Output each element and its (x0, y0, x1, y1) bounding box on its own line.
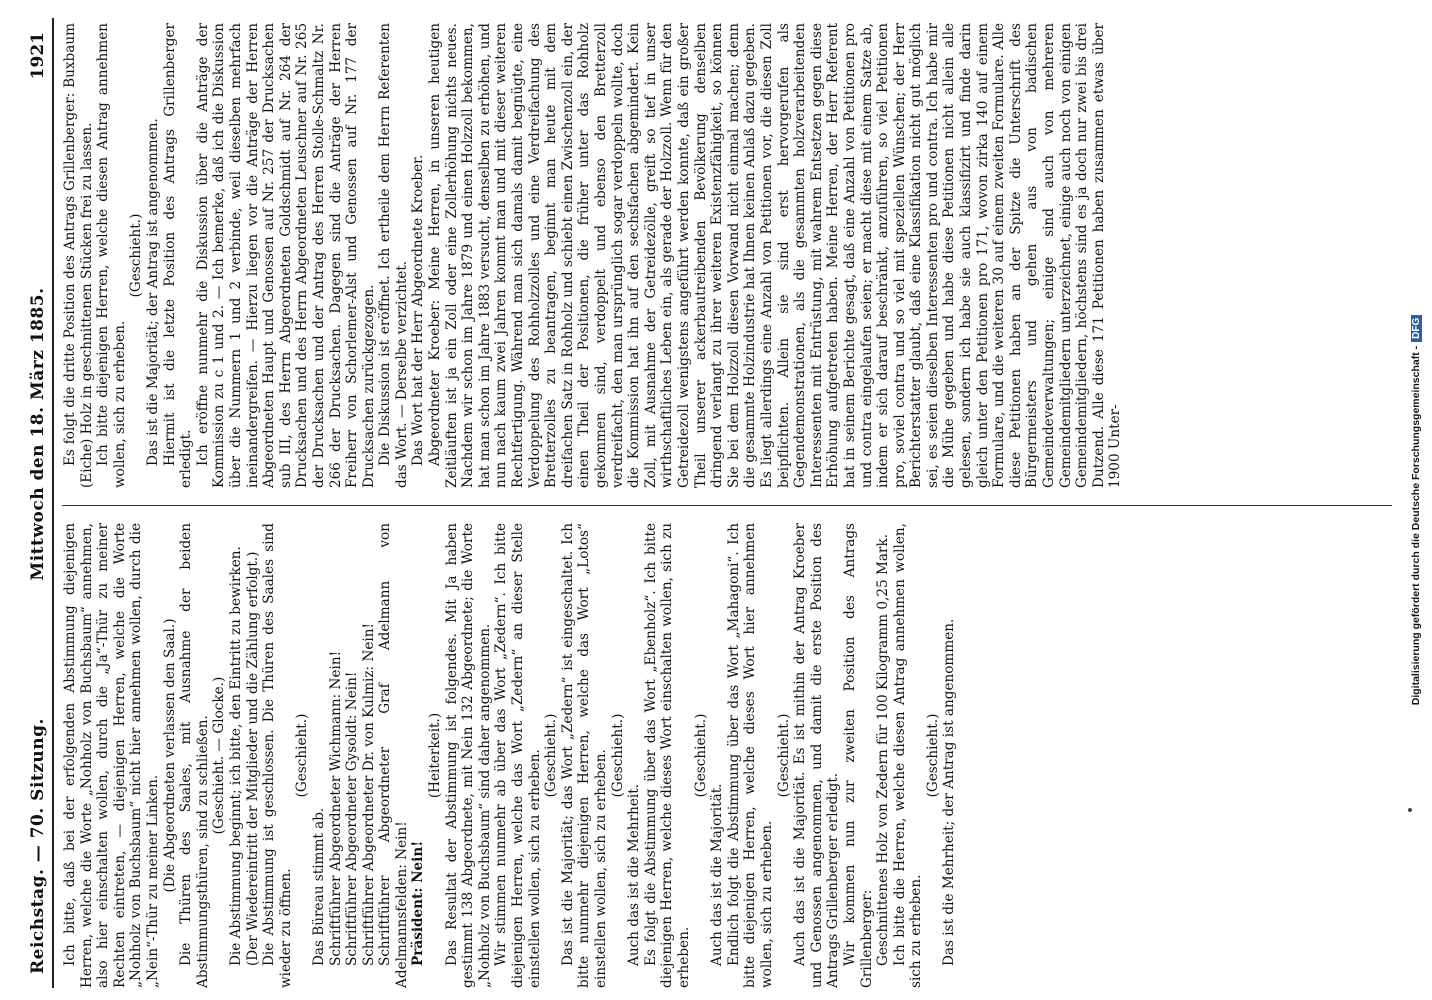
right-column-paragraph: Das Wort hat der Herr Abgeordnete Kroeber. (410, 154, 427, 466)
left-column-paragraph: Endlich folgt die Abstimmung über das Wort „Mahagoni“. Ich bitte diejenigen Herren, welche dieses Wort hier annehmen wollen, sich zu erheben. (725, 523, 775, 988)
column-divider (62, 505, 1392, 506)
right-column-paragraph: Ich bitte diejenigen Herren, welche diesen Antrag annehmen wollen, sich zu erheben. (95, 23, 128, 488)
left-column-paragraph: Schriftführer Abgeordneter Gysoldt: Nein! (344, 671, 361, 966)
dfg-credit (1410, 70, 1424, 950)
left-column-paragraph: Geschnittenes Holz von Zedern für 100 Kilogramm 0,25 Mark. (875, 533, 892, 966)
left-column-paragraph: Es folgt die Abstimmung über das Wort „Ebenholz“. Ich bitte diejenigen Herren, welche dieses Wort einschalten wollen, sich zu erheben. (642, 523, 692, 988)
left-column-paragraph: (Heiterkeit.) (427, 712, 444, 799)
left-column-paragraph: Das ist die Mehrheit; der Antrag ist angenommen. (941, 618, 958, 966)
dfg-sidebar (1404, 70, 1430, 950)
left-column-paragraph: (Geschieht.) (543, 713, 560, 798)
page-header (22, 18, 54, 988)
header-left: Reichstag. — 70. Sitzung. (28, 718, 48, 974)
left-column-paragraph: Das ist die Majorität; das Wort „Zedern“ ist eingeschaltet. Ich bitte nunmehr diejenigen Herren, welche das Wort „Lotos“ einstellen wollen, sich zu erheben. (559, 523, 609, 988)
right-column-paragraph: Ich eröffne nunmehr die Diskussion über die Anträge der Kommission zu c 1 und 2. — Ich bemerke, daß ich die Diskussion über die Nummern 1 und 2 verbinde, weil dieselben mehrfach ineinandergreifen. — Hierzu liegen vor die Anträge der Herren Abgeordneten Haupt und Genossen auf Nr. 257 der Drucksachen sub III, des Herrn Abgeordneten Goldschmidt auf Nr. 264 der Drucksachen und des Herrn Abgeordneten Leuschner auf Nr. 265 der Drucksachen und der Antrag des Herren Stolle-Schmaltz Nr. 266 der Drucksachen. Dagegen sind die Anträge der Herren Freiherr von Schorlemer-Alst und Genossen auf Nr. 177 der Drucksachen zurückgezogen. (194, 23, 377, 488)
left-column-paragraph: (Der Wiedereintritt der Mitglieder und die Zählung erfolgt.) (244, 551, 261, 966)
right-column (62, 23, 1392, 488)
left-column-paragraph: Wir stimmen nunmehr ab über das Wort „Zedern“. Ich bitte diejenigen Herren, welche das Wort „Zedern“ an dieser Stelle einstellen wollen, sich zu erheben. (493, 523, 543, 988)
left-column-paragraph: (Geschieht.) (294, 713, 311, 798)
left-column (62, 523, 1392, 988)
left-column-paragraph: (Die Abgeordneten verlassen den Saal.) (161, 618, 178, 893)
left-column-paragraph: (Geschieht. — Glocke.) (211, 676, 228, 835)
right-column-paragraph: Die Diskussion ist eröffnet. Ich ertheile dem Herrn Referenten das Wort. — Derselbe verzichtet. (377, 23, 410, 488)
left-column-paragraph: Schriftführer Abgeordneter Wichmann: Nein! (327, 650, 344, 966)
right-column-paragraph: Hiermit ist die letzte Position des Antrags Grillenberger erledigt. (161, 23, 195, 488)
left-column-paragraph: Schriftführer Abgeordneter Dr. von Kulmiz: Nein! (360, 623, 377, 966)
left-column-paragraph: Das Resultat der Abstimmung ist folgendes. Mit Ja haben gestimmt 138 Abgeordnete, mit Nein 132 Abgeordnete; die Worte „Nohholz von Buchsbaum“ sind daher angenommen. (443, 523, 493, 988)
left-column-paragraph: Auch das ist die Majorität. (709, 783, 726, 966)
dfg-logo: DFG (1411, 315, 1422, 342)
left-column-paragraph: Auch das ist die Majorität. Es ist mithin der Antrag Kroeber und Genossen angenommen, und damit die erste Position des Antrags Grillenberger erledigt. (792, 523, 842, 988)
left-column-paragraph: Die Abstimmung beginnt; ich bitte, den Eintritt zu bewirken. (227, 546, 244, 966)
left-column-paragraph: Die Abstimmung ist geschlossen. Die Thüren des Saales sind wieder zu öffnen. (261, 523, 294, 988)
left-column-paragraph: Auch das ist die Mehrheit. (626, 783, 643, 966)
left-column-paragraph: (Geschieht.) (775, 713, 792, 798)
left-column-paragraph: (Geschieht.) (924, 713, 941, 798)
dfg-credit-text: Digitalisierung gefördert durch die Deutsche Forschungsgemeinschaft - (1410, 345, 1422, 706)
scan-speck (1408, 808, 1412, 812)
left-column-paragraph: (Geschieht.) (692, 713, 709, 798)
left-column-paragraph: Präsident: Nein! (410, 840, 427, 966)
page-inner (22, 18, 1402, 988)
left-column-paragraph: Schriftführer Abgeordneter Graf Adelmann von Adelmannsfelden: Nein! (377, 523, 410, 988)
left-column-paragraph: (Geschieht.) (609, 713, 626, 798)
left-column-paragraph: Die Thüren des Saales, mit Ausnahme der beiden Abstimmungsthüren, sind zu schließen. (178, 523, 211, 988)
left-column-paragraph: Das Büreau stimmt ab. (310, 807, 327, 966)
left-column-paragraph: Ich bitte, daß bei der erfolgenden Abstimmung diejenigen Herren, welche die Worte „Nohholz von Buchsbaum“ annehmen, also hier einschalten wollen, durch die „Ja“-Thür zu meiner Rechten eintreten, — diejenigen Herren, welche die Worte „Nohholz von Buchsbaum“ nicht hier annehmen wollen, durch die „Nein“-Thür zu meiner Linken. (62, 523, 161, 988)
left-column-paragraph: Wir kommen nun zur zweiten Position des Antrags Grillenberger: (841, 523, 875, 988)
page-number: 1921 (28, 32, 48, 80)
right-column-paragraph: Das ist die Majorität; der Antrag ist angenommen. (144, 118, 161, 466)
right-column-paragraph: Abgeordneter Kroeber: Meine Herren, in unseren heutigen Zeitläuften ist ja ein Zoll oder eine Zollerhöhung nichts neues. Nachdem wir schon im Jahre 1879 und einen Holzzoll bekommen, hat man schon im Jahre 1883 versucht, denselben zu erhöhen, und nun nach kaum zwei Jahren kommt man und mit dieser weiteren Rechtfertigung. Während man sich damals damit begnügte, eine Verdoppelung des Rohholzzolles und eine Verdreifachung des Bretterzolles zu beantragen, beginnt man heute mit dem dreifachen Satz in Rohholz und schiebt einen Zwischenzoll ein, der einen Theil der Positionen, die früher unter das Rohholz gekommen sind, verdoppelt und ebenso den Bretterzoll verdreifacht, den man ursprünglich sogar verdoppeln wollte, doch die Kommission hat ihn auf den sechsfachen abgemindert. Kein Zoll, mit Ausnahme der Getreidezölle, greift so tief in unser wirthschaftliches Leben ein, als gerade der Holzzoll. Wenn für den Getreidezoll wenigstens angeführt werden konnte, daß ein großer Theil unserer ackerbautreibenden Bevölkerung denselben dringend verlangt zu ihrer weiteren Existenzfähigkeit, so können Sie bei dem Holzzoll diesen Vorwand nicht einmal machen; denn die gesammte Holzindustrie hat Ihnen keinen Anlaß dazu gegeben. Es liegt allerdings eine Anzahl von Petitionen vor, die diesen Zoll beipflichten. Allein sie sind erst hervorgerufen als Gegendemonstrationen, als die gesammten holzverarbeitenden Interessenten mit Entrüstung, mit wahrem Entsetzen gegen diese Erhöhung aufgetreten haben. Meine Herren, der Herr Referent hat in seinem Berichte gesagt, daß eine Anzahl von Petitionen pro und contra eingelaufen seien; er macht diese mit einem Satze ab, indem er sich darauf beschränkt, anzuführen, so viel Petitionen pro, soviel contra und so viel mit speziellen Wünschen; der Herr Berichterstatter glaubt, daß eine Klassifikation nicht gut möglich sei, es seien dieselben Interessenten pro und contra. Ich habe mir die Mühe gegeben und habe diese Petitionen nicht allein alle gelesen, sondern ich habe sie auch klassifizirt und finde darin gleich unter den Petitionen pro 171, wovon zirka 140 auf einem Formulare, und die weiteren 30 auf einem zweiten Formulare. Alle diese Petitionen haben an der Spitze die Unterschrift des Bürgermeisters und gehen aus von badischen Gemeindeverwaltungen; einige sind auch von mehreren Gemeindemitgliedern unterzeichnet, einige auch noch von einigen Gemeindemitgliedern, höchstens sind es ja doch nur zwei bis drei Dutzend. Alle diese 171 Petitionen haben zusammen etwas über 1900 Unter- (427, 23, 1124, 488)
right-column-paragraph: (Geschieht.) (128, 213, 145, 298)
right-column-paragraph: Es folgt die dritte Position des Antrags Grillenberger: Buxbaum (Eiche) Holz in geschnittenen Stücken frei zu lassen. (62, 23, 95, 488)
left-column-paragraph: Ich bitte die Herren, welche diesen Antrag annehmen wollen, sich zu erheben. (891, 523, 925, 988)
header-center: Mittwoch den 18. März 1885. (28, 287, 48, 581)
